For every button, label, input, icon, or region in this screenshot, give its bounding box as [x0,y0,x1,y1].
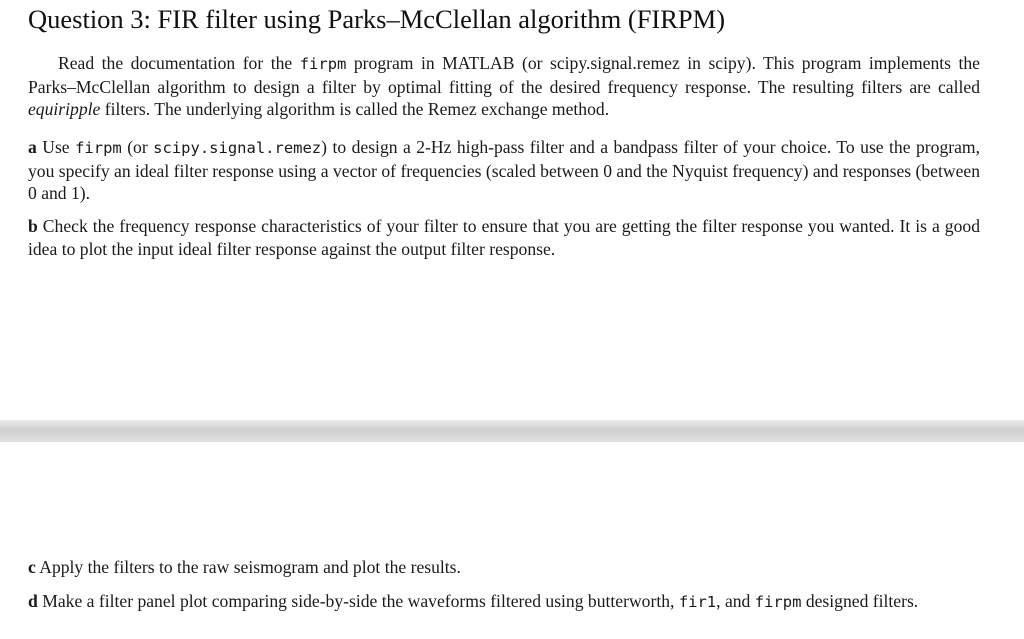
question-title: Question 3: FIR filter using Parks–McClellan algorithm (FIRPM) [28,4,726,34]
part-c-text: Apply the filters to the raw seismogram and plot the results. [35,557,461,577]
intro-text-3: filters. The underlying algorithm is called the Remez exchange method. [100,99,610,119]
part-c-label: c [28,557,36,577]
part-d-code-firpm: firpm [754,593,802,611]
intro-paragraph [28,52,980,121]
part-a-text-1: Use [36,137,76,157]
part-d-label: d [28,591,38,611]
intro-text-2: program in MATLAB (or scipy.signal.remez in scipy). This program implements the Parks–McClellan algorithm to design a filter by optimal fitting of the desired frequency response. The resulting filters are called [28,53,980,97]
part-d-text-2: , and [716,591,755,611]
part-b-paragraph [28,215,980,260]
part-a-code-firpm: firpm [75,139,122,157]
part-d-text-1: Make a filter panel plot comparing side-by-side the waveforms filtered using butterworth, [37,591,679,611]
part-a-text-3: ) to design a 2-Hz high-pass filter and a bandpass filter of your choice. To use the program, you specify an ideal filter response using a vector of frequencies (scaled between 0 and the Nyquist frequency) and responses (between 0 and 1). [28,137,980,203]
part-a-paragraph [28,136,980,205]
part-d-code-fir1: fir1 [678,593,717,611]
part-a-code-remez: scipy.signal.remez [153,139,322,157]
part-a-text-2: (or [121,137,154,157]
part-d-text-3: designed filters. [801,591,919,611]
part-a-label: a [28,137,37,157]
page-divider [0,420,1024,442]
page-section-bottom [0,442,1024,639]
part-b-text: Check the frequency response characteristics of your filter to ensure that you are getting the filter response you wanted. It is a good idea to plot the input ideal filter response against the output filter response. [28,216,980,259]
part-d-paragraph [28,590,980,614]
intro-emphasis-equiripple: equiripple [28,99,101,119]
intro-code-firpm: firpm [299,55,347,73]
part-b-label: b [28,216,38,236]
part-c-paragraph [28,556,980,579]
intro-text-1: Read the documentation for the [58,53,300,73]
